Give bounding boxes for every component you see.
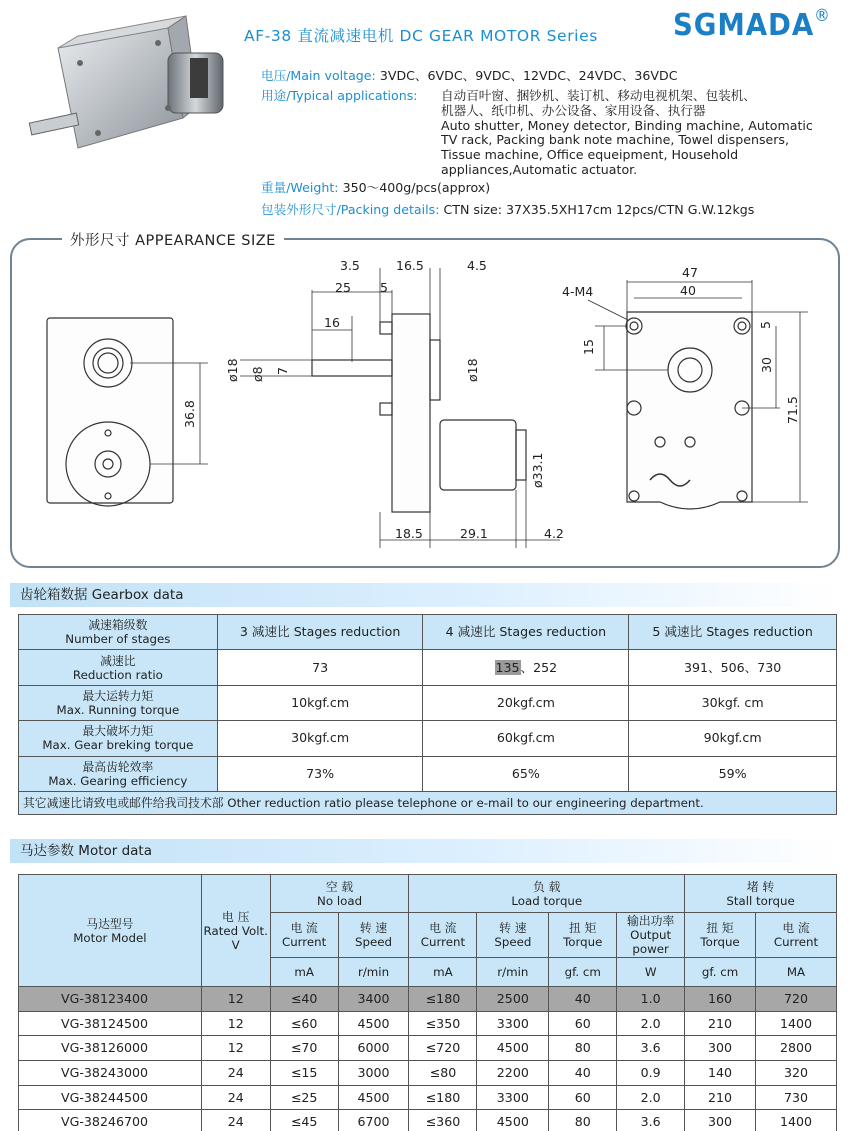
dim-phi18-right: ø18 xyxy=(465,358,480,382)
table-cell: ≤70 xyxy=(270,1036,338,1061)
table-cell: ≤350 xyxy=(409,1011,477,1036)
table-cell: 0.9 xyxy=(617,1061,685,1086)
table-row xyxy=(19,1110,837,1131)
table-cell: 2800 xyxy=(756,1036,837,1061)
subhead-power: 输出功率 Output power xyxy=(617,913,685,958)
table-cell: 60 xyxy=(549,1011,617,1036)
table-cell: 80 xyxy=(549,1110,617,1131)
table-row xyxy=(19,615,837,650)
table-cell: ≤720 xyxy=(409,1036,477,1061)
dim-4-2: 4.2 xyxy=(544,526,564,541)
side-view xyxy=(240,268,560,548)
table-cell: ≤80 xyxy=(409,1061,477,1086)
motor-table xyxy=(18,874,837,1131)
col-4-stage: 4 减速比 Stages reduction xyxy=(423,615,629,650)
unit-cell: W xyxy=(617,958,685,987)
table-row xyxy=(19,1011,837,1036)
table-cell: 73% xyxy=(217,756,423,791)
row-label: 最高齿轮效率 Max. Gearing efficiency xyxy=(19,756,218,791)
table-cell: 6000 xyxy=(338,1036,409,1061)
gearbox-note: 其它减速比请致电或邮件给我司技术部 Other reduction ratio please telephone or e-mail to our engineering department. xyxy=(19,791,837,814)
table-cell: 140 xyxy=(685,1061,756,1086)
dim-47: 47 xyxy=(682,265,698,280)
table-cell: 1.0 xyxy=(617,987,685,1012)
table-cell: 40 xyxy=(549,1061,617,1086)
table-cell: 3400 xyxy=(338,987,409,1012)
table-cell: ≤60 xyxy=(270,1011,338,1036)
table-cell: 90kgf.cm xyxy=(629,721,837,756)
dim-7: 7 xyxy=(275,367,290,375)
table-cell: 3.6 xyxy=(617,1036,685,1061)
table-cell: 135、252 xyxy=(423,650,629,685)
table-cell: 59% xyxy=(629,756,837,791)
table-cell: 730 xyxy=(756,1085,837,1110)
table-cell: 2200 xyxy=(477,1061,549,1086)
row-label: 最大运转力矩 Max. Running torque xyxy=(19,685,218,720)
motor-model-cell: VG-38246700 xyxy=(19,1110,202,1131)
rear-view xyxy=(588,280,808,509)
table-cell: ≤40 xyxy=(270,987,338,1012)
table-cell: 210 xyxy=(685,1085,756,1110)
table-cell: 73 xyxy=(217,650,423,685)
dim-71-5: 71.5 xyxy=(785,396,800,424)
table-row xyxy=(19,756,837,791)
appearance-drawing xyxy=(0,250,850,570)
brand-logo: SGMADA® xyxy=(673,6,831,43)
subhead-current: 电 流 Current xyxy=(756,913,837,958)
table-row xyxy=(19,1061,837,1086)
dim-5a: 5 xyxy=(380,280,388,295)
table-cell: 60 xyxy=(549,1085,617,1110)
registered-mark: ® xyxy=(814,6,831,26)
dim-phi33-1: ø33.1 xyxy=(530,452,545,488)
stall-header: 堵 转 Stall torque xyxy=(685,875,837,913)
table-cell: 20kgf.cm xyxy=(423,685,629,720)
subhead-speed: 转 速 Speed xyxy=(338,913,409,958)
table-cell: 2.0 xyxy=(617,1085,685,1110)
noload-header: 空 载 No load xyxy=(270,875,409,913)
stages-header: 减速箱级数 Number of stages xyxy=(19,615,218,650)
dim-40: 40 xyxy=(680,283,696,298)
table-row xyxy=(19,791,837,814)
table-cell: 24 xyxy=(201,1110,270,1131)
subhead-current: 电 流 Current xyxy=(409,913,477,958)
table-cell: 3000 xyxy=(338,1061,409,1086)
unit-cell: mA xyxy=(409,958,477,987)
table-cell: 65% xyxy=(423,756,629,791)
table-cell: 320 xyxy=(756,1061,837,1086)
table-cell: 1400 xyxy=(756,1110,837,1131)
table-cell: ≤25 xyxy=(270,1085,338,1110)
col-5-stage: 5 减速比 Stages reduction xyxy=(629,615,837,650)
table-cell: ≤180 xyxy=(409,1085,477,1110)
dim-16: 16 xyxy=(324,315,340,330)
table-cell: 4500 xyxy=(477,1110,549,1131)
table-row xyxy=(19,1036,837,1061)
table-cell: 12 xyxy=(201,987,270,1012)
packing-spec: 包装外形尺寸/Packing details: CTN size: 37X35.5XH17cm 12pcs/CTN G.W.12kgs xyxy=(261,202,755,217)
applications-list: 自动百叶窗、捆钞机、装订机、移动电视机架、包装机、 机器人、纸巾机、办公设备、家用设备、执行器 Auto shutter, Money detector, Binding machine, Automatic TV rack, Packing bank note machine, Towel dispensers, Tissue machine, Office equeipment, Household appliances,Automatic actuator. xyxy=(441,88,813,177)
subhead-torque: 扭 矩 Torque xyxy=(685,913,756,958)
table-cell: ≤180 xyxy=(409,987,477,1012)
load-header: 负 载 Load torque xyxy=(409,875,685,913)
dim-25: 25 xyxy=(335,280,351,295)
table-cell: 4500 xyxy=(477,1036,549,1061)
table-cell: 1400 xyxy=(756,1011,837,1036)
table-row-highlighted xyxy=(19,987,837,1012)
table-row xyxy=(19,875,837,913)
table-cell: 40 xyxy=(549,987,617,1012)
table-cell: 10kgf.cm xyxy=(217,685,423,720)
dim-4-5: 4.5 xyxy=(467,258,487,273)
table-cell: 3300 xyxy=(477,1085,549,1110)
table-cell: 720 xyxy=(756,987,837,1012)
unit-cell: mA xyxy=(270,958,338,987)
table-cell: 12 xyxy=(201,1036,270,1061)
model-header: 马达型号 Motor Model xyxy=(19,875,202,987)
table-cell: 2500 xyxy=(477,987,549,1012)
table-row xyxy=(19,650,837,685)
col-3-stage: 3 减速比 Stages reduction xyxy=(217,615,423,650)
table-cell: 24 xyxy=(201,1061,270,1086)
table-cell: 3.6 xyxy=(617,1110,685,1131)
gear-motor-photo xyxy=(18,8,248,158)
highlighted-ratio: 135 xyxy=(495,659,520,675)
motor-model-cell: VG-38244500 xyxy=(19,1085,202,1110)
unit-cell: gf. cm xyxy=(685,958,756,987)
table-cell: 300 xyxy=(685,1036,756,1061)
table-cell: 300 xyxy=(685,1110,756,1131)
motor-model-cell: VG-38123400 xyxy=(19,987,202,1012)
dim-30: 30 xyxy=(759,357,774,373)
appearance-title: 外形尺寸 APPEARANCE SIZE xyxy=(62,229,284,250)
volt-header: 电 压 Rated Volt. V xyxy=(201,875,270,987)
table-row xyxy=(19,721,837,756)
applications-label: 用途/Typical applications: xyxy=(261,88,418,103)
dim-15: 15 xyxy=(581,339,596,355)
dim-5b: 5 xyxy=(758,321,773,329)
gearbox-table xyxy=(18,614,837,815)
voltage-spec: 电压/Main voltage: 3VDC、6VDC、9VDC、12VDC、24VDC、36VDC xyxy=(261,68,678,83)
table-cell: 160 xyxy=(685,987,756,1012)
unit-cell: gf. cm xyxy=(549,958,617,987)
dim-16-5: 16.5 xyxy=(396,258,424,273)
unit-cell: MA xyxy=(756,958,837,987)
table-cell: 24 xyxy=(201,1085,270,1110)
motor-section-title: 马达参数 Motor data xyxy=(10,839,840,863)
subhead-torque: 扭 矩 Torque xyxy=(549,913,617,958)
table-cell: 12 xyxy=(201,1011,270,1036)
dim-3-5: 3.5 xyxy=(340,258,360,273)
page-title: AF-38 直流减速电机 DC GEAR MOTOR Series xyxy=(244,27,598,45)
unit-cell: r/min xyxy=(338,958,409,987)
table-cell: 2.0 xyxy=(617,1011,685,1036)
table-cell: 60kgf.cm xyxy=(423,721,629,756)
table-cell: 80 xyxy=(549,1036,617,1061)
motor-model-cell: VG-38124500 xyxy=(19,1011,202,1036)
motor-model-cell: VG-38126000 xyxy=(19,1036,202,1061)
table-cell: 4500 xyxy=(338,1011,409,1036)
gearbox-section-title: 齿轮箱数据 Gearbox data xyxy=(10,583,840,607)
table-cell: 30kgf. cm xyxy=(629,685,837,720)
dim-4-m4: 4-M4 xyxy=(562,284,594,299)
dim-phi8: ø8 xyxy=(250,366,265,382)
table-cell: 3300 xyxy=(477,1011,549,1036)
weight-spec: 重量/Weight: 350～400g/pcs(approx) xyxy=(261,180,491,195)
table-row xyxy=(19,1085,837,1110)
table-cell: 4500 xyxy=(338,1085,409,1110)
row-label: 减速比 Reduction ratio xyxy=(19,650,218,685)
table-cell: ≤360 xyxy=(409,1110,477,1131)
dim-phi18-left: ø18 xyxy=(225,358,240,382)
table-cell: ≤15 xyxy=(270,1061,338,1086)
dim-18-5: 18.5 xyxy=(395,526,423,541)
table-cell: ≤45 xyxy=(270,1110,338,1131)
motor-model-cell: VG-38243000 xyxy=(19,1061,202,1086)
dim-29-1: 29.1 xyxy=(460,526,488,541)
subhead-speed: 转 速 Speed xyxy=(477,913,549,958)
unit-cell: r/min xyxy=(477,958,549,987)
subhead-current: 电 流 Current xyxy=(270,913,338,958)
row-label: 最大破坏力矩 Max. Gear breking torque xyxy=(19,721,218,756)
table-cell: 30kgf.cm xyxy=(217,721,423,756)
table-cell: 6700 xyxy=(338,1110,409,1131)
table-cell: 210 xyxy=(685,1011,756,1036)
table-row xyxy=(19,685,837,720)
table-cell: 391、506、730 xyxy=(629,650,837,685)
dim-36-8: 36.8 xyxy=(182,400,197,428)
